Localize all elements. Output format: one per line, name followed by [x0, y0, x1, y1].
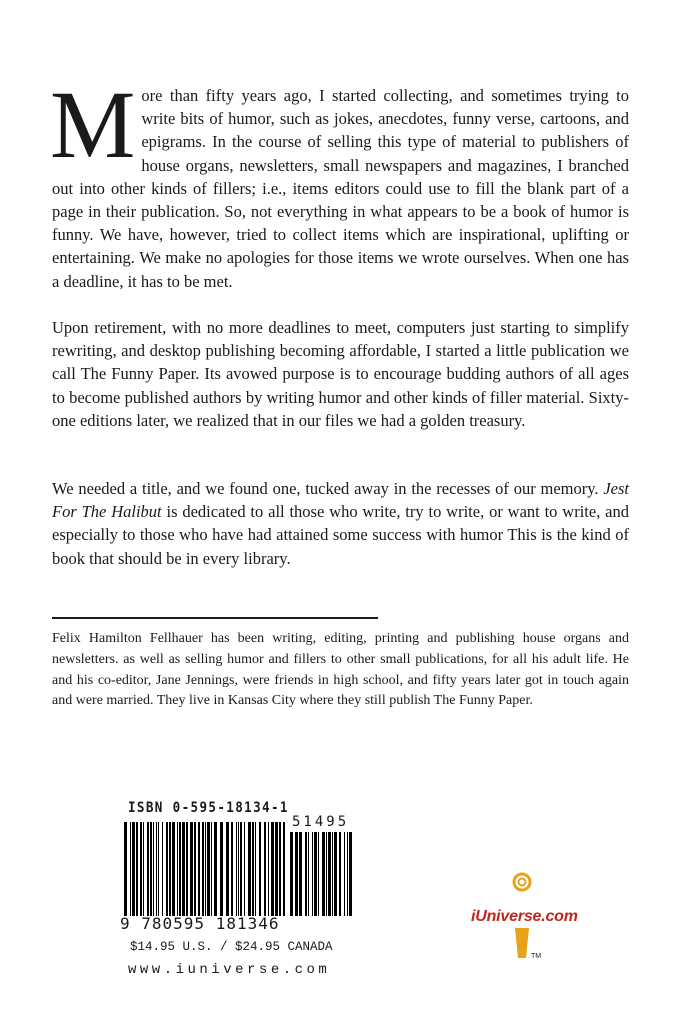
paragraph-intro	[50, 71, 629, 293]
isbn-label: ISBN 0-595-18134-1	[128, 800, 289, 816]
paragraph-title	[52, 477, 629, 570]
barcode-bar	[279, 822, 281, 916]
barcode-bar	[186, 822, 188, 916]
barcode-bar	[130, 822, 131, 916]
barcode-bar	[220, 822, 223, 916]
barcode-block	[120, 800, 365, 980]
paragraph-title-start: We needed a title, and we found one, tucked away in the recesses of our memory.	[52, 479, 599, 498]
barcode-bar	[334, 832, 337, 916]
addon-digits: 51495	[292, 814, 350, 830]
barcode-bar	[290, 832, 293, 916]
publisher-logo	[465, 868, 595, 963]
barcode-bar	[339, 832, 341, 916]
barcode-bar	[314, 832, 317, 916]
barcode-bar	[198, 822, 200, 916]
barcode-bar	[124, 822, 127, 916]
addon-barcode	[290, 832, 352, 916]
barcode-bar	[169, 822, 171, 916]
barcode-bar	[158, 822, 159, 916]
barcode-bar	[248, 822, 251, 916]
barcode-bar	[182, 822, 185, 916]
barcode-bar	[162, 822, 163, 916]
barcode-bar	[326, 832, 327, 916]
author-bio: Felix Hamilton Fellhauer has been writing, editing, printing and publishing house organs and newsletters. as well as selling humor and fillers to other small publications, for all his adult life. He and his co-editor, Jane Jennings, were friends in high school, and fifty years later got in touch again and were married. They live in Kansas City where they still publish The Funny Paper.	[52, 631, 629, 709]
barcode-bar	[205, 822, 206, 916]
barcode-bar	[255, 822, 256, 916]
book-title: Jest For The Halibut	[52, 479, 630, 522]
barcode-bar	[240, 822, 242, 916]
barcode-bar	[150, 822, 152, 916]
barcode-bar	[238, 822, 239, 916]
barcode-bar	[179, 822, 181, 916]
barcode-bar	[305, 832, 307, 916]
barcode-bar	[207, 822, 210, 916]
paragraph-retirement: Upon retirement, with no more deadlines to meet, computers just starting to simplify rewriting, and desktop publishing becoming affordable, I started a little publication we call The Funny Paper. Its avowed purpose is to encourage budding authors of all ages to become published authors by writing humor and other kinds of filler material. Sixty-one editions later, we realized that in our files we had a golden treasury.	[52, 318, 629, 430]
publisher-url: www.iuniverse.com	[128, 962, 331, 978]
barcode-bar	[347, 832, 348, 916]
barcode-bar	[211, 822, 212, 916]
barcode-bar	[328, 832, 331, 916]
barcode-bar	[318, 832, 319, 916]
divider-rule	[52, 617, 378, 619]
barcode-bar	[136, 822, 138, 916]
svg-text:TM: TM	[531, 953, 542, 960]
barcode-bar	[147, 822, 149, 916]
barcode-bar	[153, 822, 154, 916]
barcode-bar	[312, 832, 313, 916]
barcode-bar	[172, 822, 175, 916]
barcode-bar	[349, 832, 352, 916]
barcode-bar	[166, 822, 168, 916]
barcode-bar	[143, 822, 144, 916]
barcode-bar	[132, 822, 135, 916]
paragraph-intro-text: ore than fifty years ago, I started collecting, and sometimes trying to write bits of humor, such as jokes, anecdotes, funny verse, cartoons, and epigrams. In the course of selling this type of material to publishers of house organs, newsletters, small newspapers and magazines, I branched out into other kinds of fillers; i.e., items editors could use to fill the blank part of a page in their publication. So, not everything in what appears to be a book of humor is funny. We have, however, tried to collect items which are inspirational, uplifting or entertaining. We make no apologies for those items we wrote ourselves. When one has a deadline, it has to be met.	[52, 86, 629, 291]
barcode-bar	[156, 822, 157, 916]
barcode-bar	[202, 822, 204, 916]
barcode-bar	[259, 822, 261, 916]
barcode-bar	[332, 832, 333, 916]
publisher-logo-text: iUniverse.com	[471, 908, 578, 925]
barcode-bar	[344, 832, 345, 916]
ean-barcode	[124, 822, 286, 916]
barcode-bar	[283, 822, 285, 916]
barcode-bar	[268, 822, 269, 916]
barcode-bar	[214, 822, 217, 916]
barcode-bar	[190, 822, 193, 916]
barcode-bar	[231, 822, 233, 916]
ean-digits: 9 780595 181346	[120, 914, 280, 933]
barcode-bar	[271, 822, 274, 916]
barcode-bar	[244, 822, 245, 916]
barcode-bar	[140, 822, 142, 916]
paragraph-title-rest: is dedicated to all those who write, try to write, or want to write, and especially to those who have had attained some success with humor This is the kind of book that should be in every library.	[52, 502, 629, 568]
barcode-bar	[177, 822, 178, 916]
price-label: $14.95 U.S. / $24.95 CANADA	[130, 940, 333, 954]
barcode-bar	[322, 832, 325, 916]
barcode-bar	[299, 832, 302, 916]
drop-cap: M	[50, 71, 136, 178]
barcode-bar	[295, 832, 298, 916]
barcode-bar	[264, 822, 266, 916]
barcode-bar	[308, 832, 309, 916]
barcode-bar	[194, 822, 196, 916]
barcode-bar	[275, 822, 278, 916]
barcode-bar	[252, 822, 254, 916]
barcode-bar	[226, 822, 229, 916]
barcode-bar	[236, 822, 237, 916]
